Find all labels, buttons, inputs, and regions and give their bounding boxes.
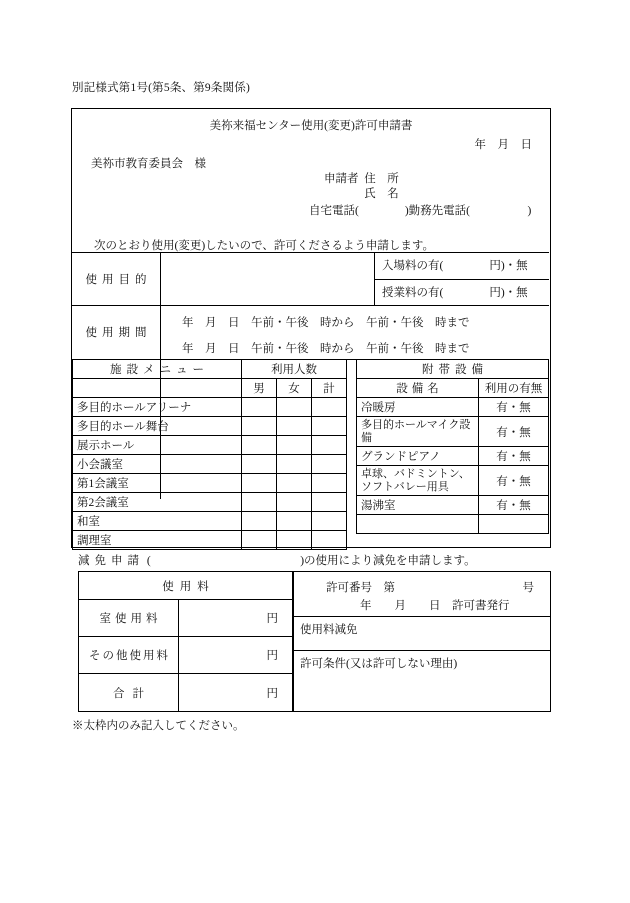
equipment-table <box>356 359 549 534</box>
equipment-use-toggle[interactable]: 有・無 <box>479 417 549 447</box>
table-row <box>73 417 347 436</box>
equipment-use-toggle[interactable]: 有・無 <box>479 398 549 417</box>
name-label: 氏 名 <box>364 188 399 200</box>
equipment-name-blank[interactable] <box>357 515 479 534</box>
fee-row-value[interactable] <box>179 600 292 636</box>
facility-female-input[interactable] <box>277 455 312 474</box>
fee-row-unit: 円 <box>266 650 278 662</box>
applicant-name-row <box>324 187 399 202</box>
reduction-text: ( )の使用により減免を申請します。 <box>146 555 476 567</box>
facility-male-input[interactable] <box>242 531 277 550</box>
fee-row-value[interactable] <box>179 674 292 711</box>
facility-name: 多目的ホールアリーナ <box>73 398 242 417</box>
applicant-address-row <box>324 172 399 187</box>
facility-male-input[interactable] <box>242 436 277 455</box>
equipment-use-toggle[interactable]: 有・無 <box>479 496 549 515</box>
table-row <box>357 515 549 534</box>
subheader-total: 計 <box>312 379 347 398</box>
facility-male-input[interactable] <box>242 493 277 512</box>
equipment-use-toggle[interactable]: 有・無 <box>479 466 549 496</box>
table-row <box>357 417 549 447</box>
period-line-2: 年 月 日 午前・午後 時から 午前・午後 時まで <box>182 343 470 355</box>
facility-male-input[interactable] <box>242 455 277 474</box>
applicant-prefix: 申請者 <box>324 173 359 185</box>
fee-table <box>78 571 293 712</box>
facility-female-input[interactable] <box>277 493 312 512</box>
permit-number-suffix: 号 <box>522 582 534 594</box>
facility-total-input[interactable] <box>312 474 347 493</box>
facility-total-input[interactable] <box>312 398 347 417</box>
equipment-name: 湯沸室 <box>357 496 479 515</box>
facility-total-input[interactable] <box>312 455 347 474</box>
table-row <box>73 493 347 512</box>
people-count-header: 利用人数 <box>242 360 347 379</box>
facility-menu-header: 施設メニュー <box>73 360 242 379</box>
permit-number-label: 許可番号 第 <box>326 582 395 594</box>
equipment-name: 冷暖房 <box>357 398 479 417</box>
applicant-block <box>324 172 399 202</box>
permit-number-row <box>326 579 534 595</box>
main-form-box <box>71 108 551 548</box>
facility-male-input[interactable] <box>242 474 277 493</box>
equipment-name: 多目的ホールマイク設備 <box>357 417 479 447</box>
tuition-fee-cell: 授業料の有( 円)・無 <box>382 286 528 299</box>
fee-row-label: 合計 <box>79 674 179 711</box>
facility-subheader-blank <box>73 379 242 398</box>
period-line-1: 年 月 日 午前・午後 時から 午前・午後 時まで <box>182 317 470 329</box>
fee-row-label: その他使用料 <box>79 637 179 673</box>
table-row <box>73 398 347 417</box>
facility-menu-table <box>72 359 347 550</box>
fee-row-label: 室使用料 <box>79 600 179 636</box>
footnote: ※太枠内のみ記入してください。 <box>72 720 245 732</box>
facility-female-input[interactable] <box>277 417 312 436</box>
facility-total-input[interactable] <box>312 512 347 531</box>
facility-name: 第2会議室 <box>73 493 242 512</box>
fee-row-unit: 円 <box>266 687 278 700</box>
table-row <box>79 637 292 674</box>
facility-female-input[interactable] <box>277 512 312 531</box>
facility-female-input[interactable] <box>277 436 312 455</box>
facility-male-input[interactable] <box>242 398 277 417</box>
facility-name: 小会議室 <box>73 455 242 474</box>
purpose-label: 使用目的 <box>85 273 152 286</box>
facility-header-row <box>73 360 347 379</box>
reduction-application-line <box>78 552 476 568</box>
facility-name: 第1会議室 <box>73 474 242 493</box>
permit-conditions-label: 許可条件(又は許可しない理由) <box>300 658 458 670</box>
table-row <box>73 512 347 531</box>
form-number: 別記様式第1号(第5条、第9条関係) <box>72 82 251 94</box>
facility-male-input[interactable] <box>242 417 277 436</box>
table-row <box>357 496 549 515</box>
table-row <box>73 455 347 474</box>
fee-reduction-label: 使用料減免 <box>300 624 358 636</box>
facility-female-input[interactable] <box>277 398 312 417</box>
table-row <box>357 447 549 466</box>
table-row <box>73 436 347 455</box>
fee-table-title: 使用料 <box>79 572 292 600</box>
equipment-header-row <box>357 360 549 379</box>
addressee: 美祢市教育委員会 様 <box>91 158 206 170</box>
phone-row: 自宅電話( )勤務先電話( ) <box>309 205 532 217</box>
permit-conditions-section <box>294 651 550 711</box>
fee-row-value[interactable] <box>179 637 292 673</box>
permit-issue-date: 年 月 日 許可書発行 <box>360 600 510 612</box>
facility-subheader-row <box>73 379 347 398</box>
facility-name: 調理室 <box>73 531 242 550</box>
equipment-use-toggle[interactable]: 有・無 <box>479 447 549 466</box>
table-row <box>73 531 347 550</box>
address-label: 住 所 <box>364 173 399 185</box>
facility-name: 展示ホール <box>73 436 242 455</box>
equipment-name: グランドピアノ <box>357 447 479 466</box>
admission-fee-cell: 入場料の有( 円)・無 <box>382 260 528 273</box>
facility-female-input[interactable] <box>277 474 312 493</box>
table-row <box>73 474 347 493</box>
permit-number-section <box>294 572 550 617</box>
submission-date-line: 年 月 日 <box>474 139 532 151</box>
fee-reduction-section <box>294 617 550 651</box>
equipment-subheader-row <box>357 379 549 398</box>
facility-female-input[interactable] <box>277 531 312 550</box>
fee-row-unit: 円 <box>266 613 278 625</box>
table-row <box>357 466 549 496</box>
reduction-label: 減免申請 <box>78 555 144 567</box>
equipment-use-blank[interactable] <box>479 515 549 534</box>
table-row <box>79 674 292 711</box>
facility-total-input[interactable] <box>312 436 347 455</box>
equipment-use-header: 利用の有無 <box>479 379 549 398</box>
document-title: 美祢来福センター使用(変更)許可申請書 <box>209 120 413 132</box>
equipment-name: 卓球、バドミントン、ソフトバレー用具 <box>357 466 479 496</box>
facility-total-input[interactable] <box>312 493 347 512</box>
permit-table <box>293 571 551 712</box>
facility-name: 和室 <box>73 512 242 531</box>
facility-total-input[interactable] <box>312 531 347 550</box>
subheader-female: 女 <box>277 379 312 398</box>
equipment-name-header: 設備名 <box>357 379 479 398</box>
table-row <box>357 398 549 417</box>
period-label: 使用期間 <box>85 327 152 339</box>
equipment-header: 附帯設備 <box>357 360 549 379</box>
facility-total-input[interactable] <box>312 417 347 436</box>
table-row <box>79 600 292 637</box>
facility-male-input[interactable] <box>242 512 277 531</box>
intro-sentence: 次のとおり使用(変更)したいので、許可くださるよう申請します。 <box>94 240 435 252</box>
facility-name: 多目的ホール舞台 <box>73 417 242 436</box>
subheader-male: 男 <box>242 379 277 398</box>
